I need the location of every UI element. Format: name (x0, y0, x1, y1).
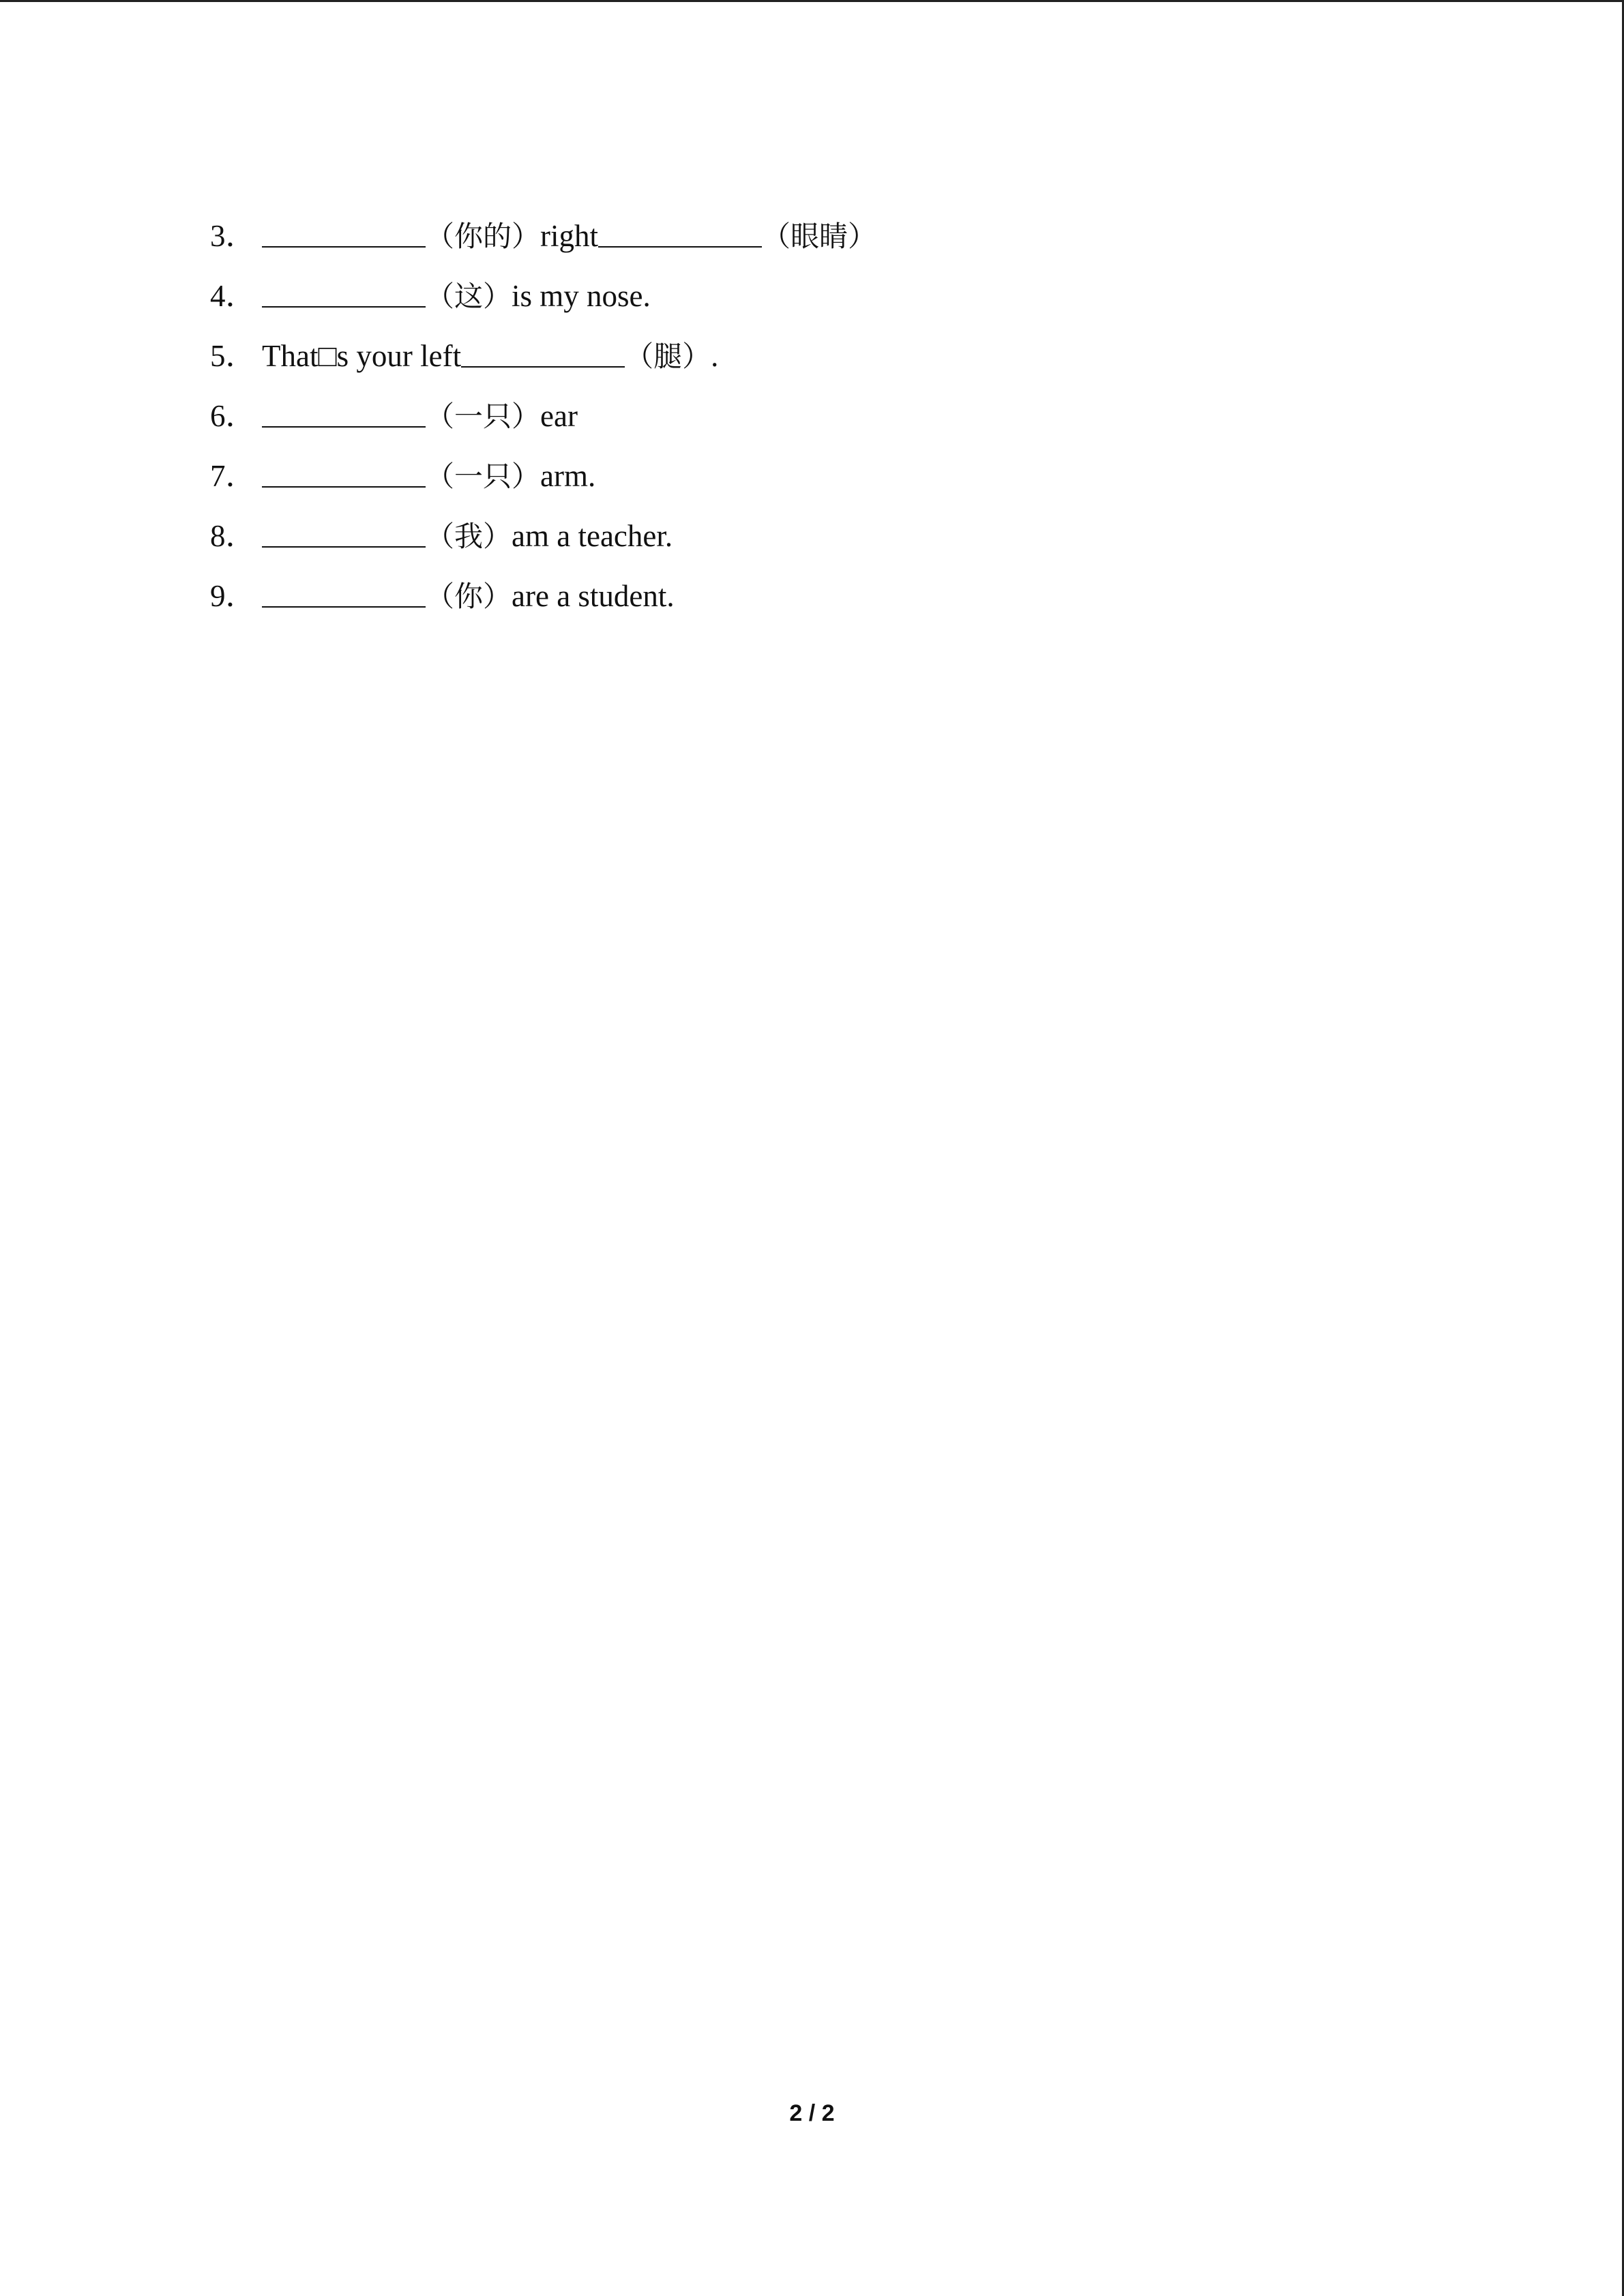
question-item (210, 211, 876, 271)
page-number: 2 / 2 (789, 2100, 835, 2126)
question-item (210, 571, 876, 631)
question-item (210, 391, 876, 451)
answer-blank[interactable] (262, 213, 426, 248)
question-item (210, 271, 876, 331)
chinese-hint: （你的） (426, 220, 541, 253)
question-item (210, 331, 876, 391)
chinese-hint: （你） (426, 580, 512, 613)
question-number: 3． (210, 219, 256, 253)
answer-blank[interactable] (262, 453, 426, 488)
question-number: 5． (210, 339, 256, 373)
chinese-hint: （我） (426, 520, 512, 553)
chinese-hint: （这） (426, 280, 512, 313)
chinese-hint: （一只） (426, 400, 541, 433)
question-item (210, 511, 876, 571)
question-item (210, 451, 876, 511)
answer-blank[interactable] (262, 393, 426, 428)
english-text: ear (540, 399, 578, 433)
english-text: That□s your left (262, 339, 462, 373)
english-text: right (540, 219, 599, 253)
chinese-hint: （一只） (426, 460, 541, 493)
english-text: . (711, 339, 719, 373)
answer-blank[interactable] (262, 273, 426, 308)
question-number: 7． (210, 459, 256, 493)
answer-blank[interactable] (262, 513, 426, 548)
answer-blank[interactable] (262, 573, 426, 608)
english-text: are a student. (512, 579, 675, 613)
question-number: 9． (210, 579, 256, 613)
question-number: 8． (210, 519, 256, 553)
question-number: 4． (210, 279, 256, 313)
answer-blank[interactable] (598, 213, 762, 248)
english-text: am a teacher. (512, 519, 673, 553)
answer-blank[interactable] (461, 333, 625, 368)
question-list (210, 211, 876, 631)
english-text: arm. (540, 459, 596, 493)
question-number: 6． (210, 399, 256, 433)
english-text: is my nose. (512, 279, 651, 313)
chinese-hint: （腿） (625, 340, 711, 373)
chinese-hint: （眼睛） (762, 220, 877, 253)
